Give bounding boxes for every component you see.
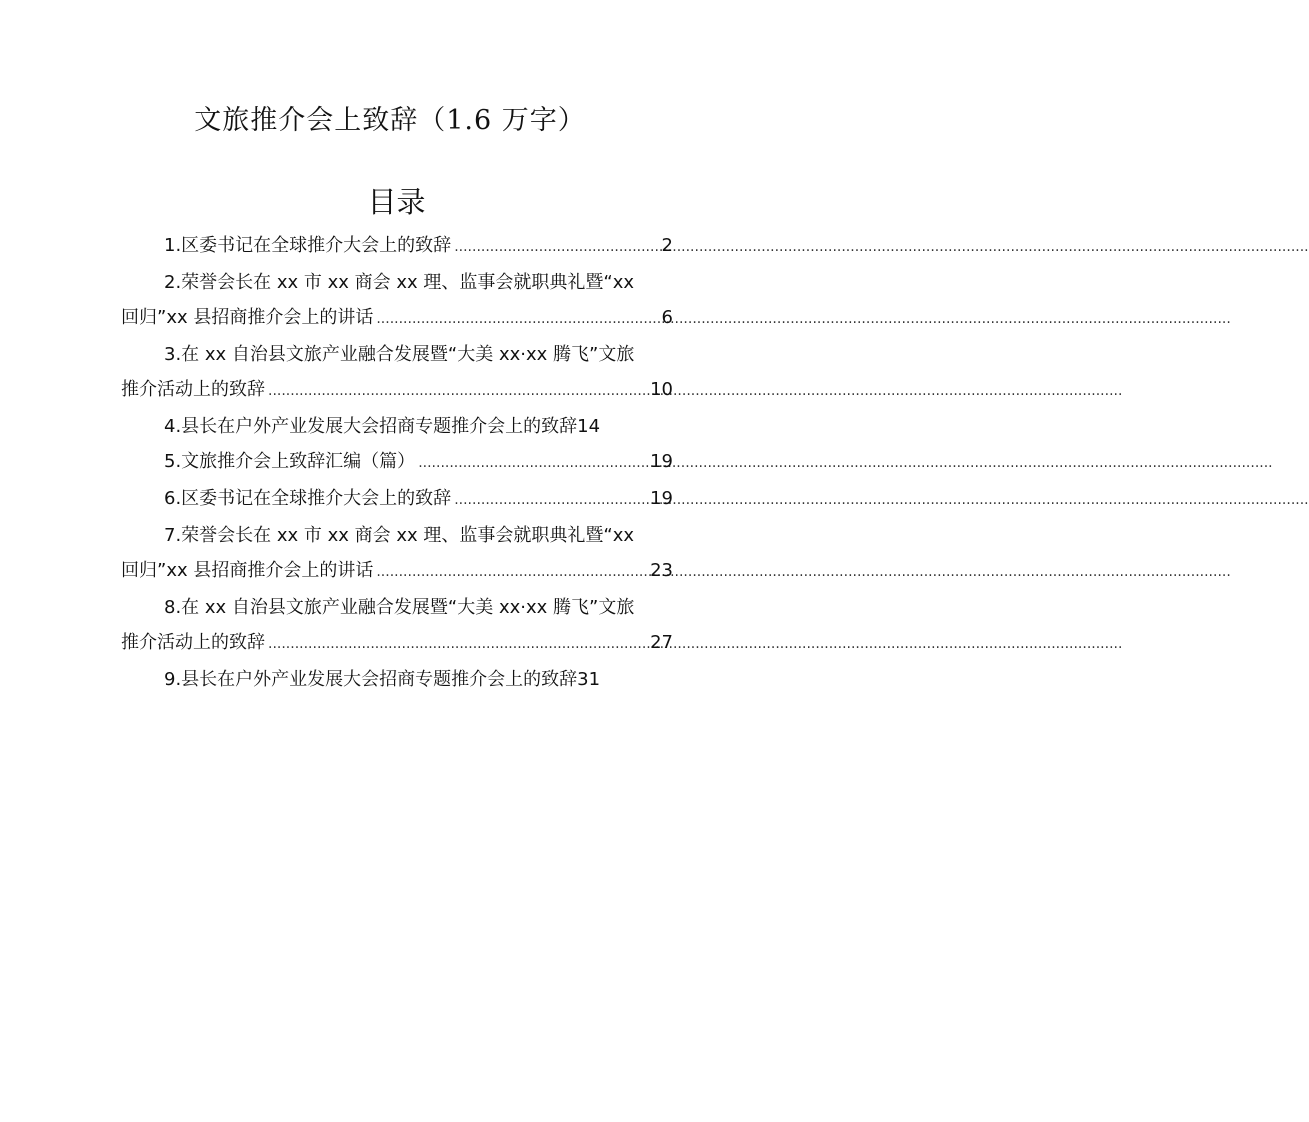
table-of-contents <box>121 228 673 697</box>
toc-page-number: 31 <box>577 669 601 690</box>
dot-leader <box>268 374 647 409</box>
toc-entry-title-line1: 7.荣誉会长在 xx 市 xx 商会 xx 理、监事会就职典礼暨“xx <box>164 525 635 546</box>
toc-entry-title: 1.区委书记在全球推介大会上的致辞 <box>164 235 452 256</box>
dot-leader <box>454 230 658 265</box>
toc-entry-title: 4.县长在户外产业发展大会招商专题推介会上的致辞 <box>164 416 578 437</box>
document-title: 文旅推介会上致辞（1.6 万字） <box>194 105 586 136</box>
toc-entry-6[interactable] <box>121 481 673 518</box>
toc-entry-9[interactable] <box>121 662 673 697</box>
toc-entry-title-line1: 2.荣誉会长在 xx 市 xx 商会 xx 理、监事会就职典礼暨“xx <box>164 272 635 293</box>
toc-entry-title: 9.县长在户外产业发展大会招商专题推介会上的致辞 <box>164 669 578 690</box>
toc-page-number: 14 <box>577 416 601 437</box>
toc-entry-title-line2: 推介活动上的致辞 <box>121 632 265 653</box>
toc-entry-3[interactable] <box>121 337 673 409</box>
toc-entry-7[interactable] <box>121 518 673 590</box>
toc-entry-title-line2: 推介活动上的致辞 <box>121 379 265 400</box>
toc-entry-title-line1: 8.在 xx 自治县文旅产业融合发展暨“大美 xx·xx 腾飞”文旅 <box>164 597 635 618</box>
toc-entry-5[interactable] <box>121 444 673 481</box>
toc-entry-title-line2: 回归”xx 县招商推介会上的讲话 <box>121 307 374 328</box>
toc-entry-8[interactable] <box>121 590 673 662</box>
toc-entry-title: 6.区委书记在全球推介大会上的致辞 <box>164 488 452 509</box>
dot-leader <box>454 483 647 518</box>
toc-heading: 目录 <box>367 185 426 219</box>
dot-leader <box>418 446 647 481</box>
toc-entry-4[interactable] <box>121 409 673 444</box>
dot-leader <box>376 302 658 337</box>
toc-page-number: 27 <box>650 632 673 653</box>
toc-entry-title-line1: 3.在 xx 自治县文旅产业融合发展暨“大美 xx·xx 腾飞”文旅 <box>164 344 635 365</box>
toc-page-number: 6 <box>661 307 673 328</box>
toc-entry-2[interactable] <box>121 265 673 337</box>
dot-leader <box>268 627 647 662</box>
toc-page-number: 19 <box>650 488 673 509</box>
toc-page-number: 10 <box>650 379 673 400</box>
toc-entry-1[interactable] <box>121 228 673 265</box>
dot-leader <box>376 555 647 590</box>
toc-page-number: 23 <box>650 560 673 581</box>
toc-entry-title: 5.文旅推介会上致辞汇编（篇） <box>164 451 416 472</box>
toc-page-number: 2 <box>661 235 673 256</box>
toc-entry-title-line2: 回归”xx 县招商推介会上的讲话 <box>121 560 374 581</box>
toc-page-number: 19 <box>650 451 673 472</box>
